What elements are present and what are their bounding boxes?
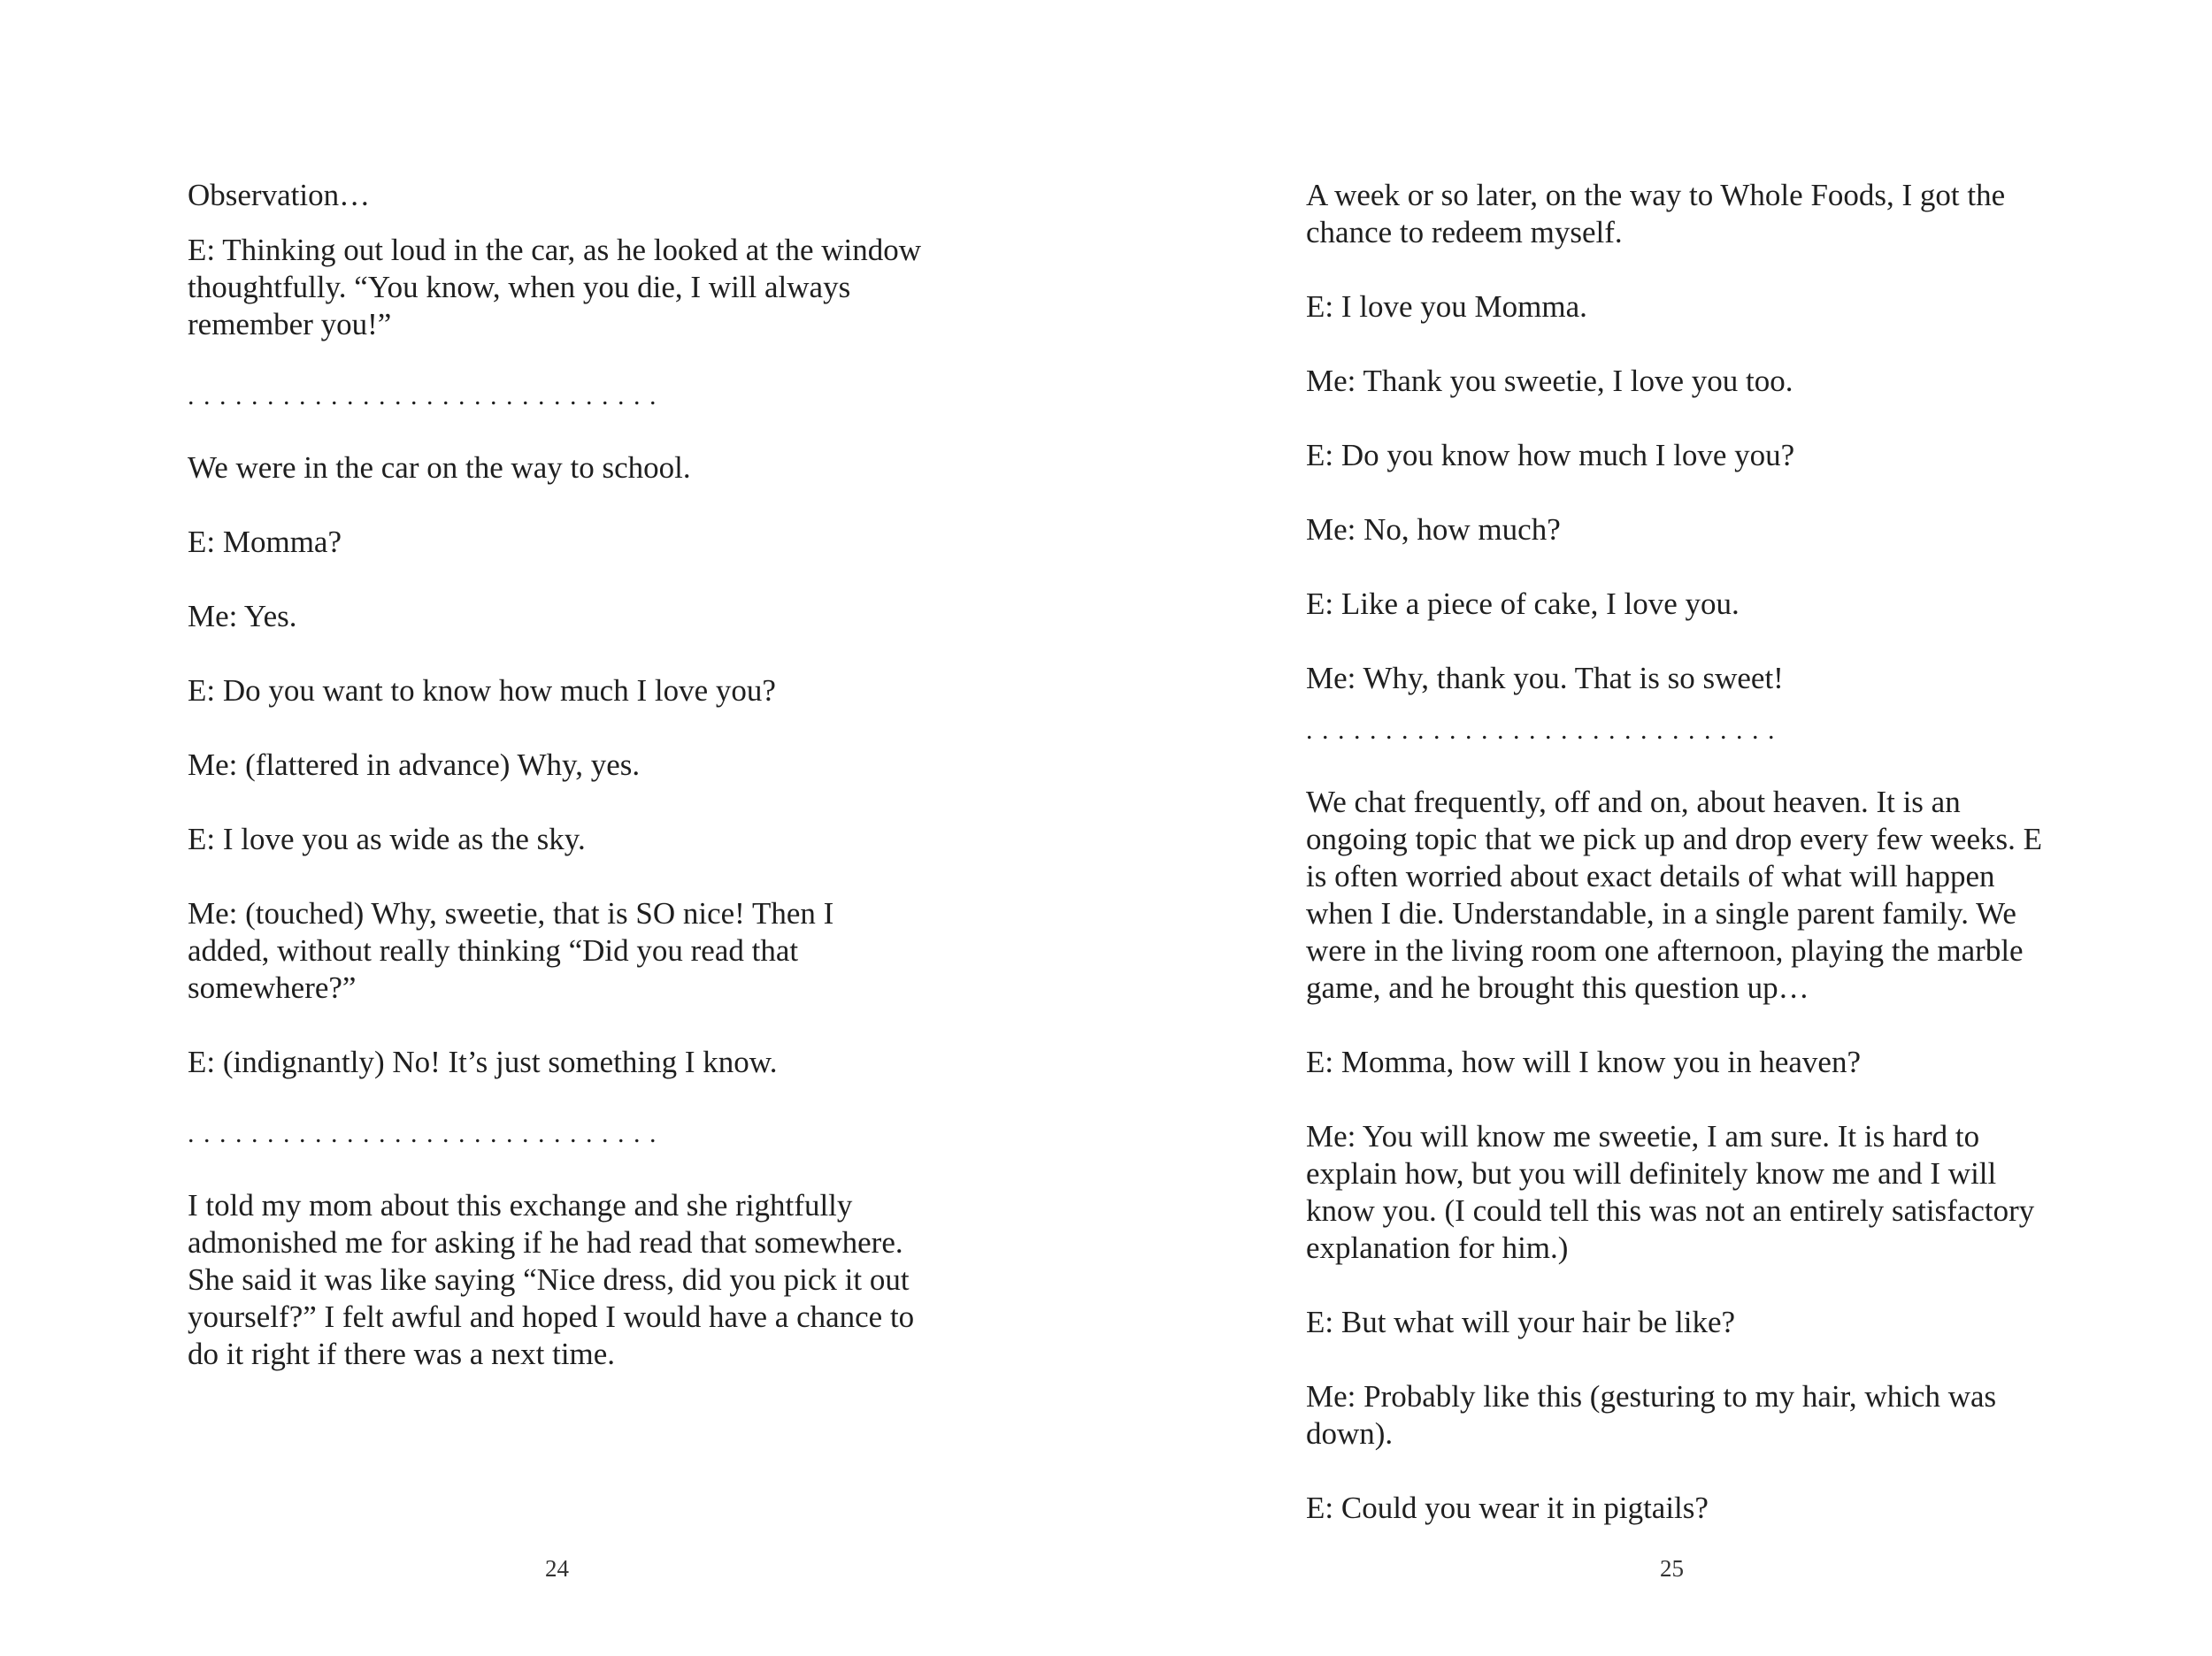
dotted-separator: .............................. <box>188 1119 665 1148</box>
paragraph: We chat frequently, off and on, about heaven. It is an ongoing topic that we pick up and drop every few weeks. E is often worried about exact details of what will happen when I die. Understandable, in a single parent family. We were in the living room one afternoon, playing the marble game, and he brought this question up… <box>1306 785 2042 1005</box>
paragraph: Me: Thank you sweetie, I love you too. <box>1306 364 1793 398</box>
paragraph: E: Thinking out loud in the car, as he looked at the window thoughtfully. “You know, when you die, I will always remember you!” <box>188 233 922 341</box>
page-number: 24 <box>545 1555 569 1582</box>
paragraph: Me: Why, thank you. That is so sweet! <box>1306 661 1784 695</box>
paragraph: Me: No, how much? <box>1306 512 1561 547</box>
dotted-separator: .............................. <box>188 381 665 410</box>
paragraph: E: But what will your hair be like? <box>1306 1305 1736 1339</box>
paragraph: E: I love you as wide as the sky. <box>188 822 586 856</box>
paragraph: Me: Probably like this (gesturing to my hair, which was down). <box>1306 1379 1997 1451</box>
paragraph: E: Do you want to know how much I love you? <box>188 673 776 708</box>
right-page-text <box>1306 177 2058 1564</box>
paragraph: E: (indignantly) No! It’s just something I know. <box>188 1045 778 1079</box>
paragraph: E: Momma, how will I know you in heaven? <box>1306 1045 1861 1079</box>
paragraph: Me: (touched) Why, sweetie, that is SO nice! Then I added, without really thinking “Did you read that somewhere?” <box>188 896 834 1005</box>
paragraph: E: Momma? <box>188 525 342 559</box>
paragraph: E: Do you know how much I love you? <box>1306 438 1795 472</box>
paragraph: We were in the car on the way to school. <box>188 450 691 485</box>
paragraph: Me: (flattered in advance) Why, yes. <box>188 748 641 782</box>
paragraph: Observation… <box>188 178 371 212</box>
paragraph: I told my mom about this exchange and she rightfully admonished me for asking if he had read that somewhere. She said it was like saying “Nice dress, did you pick it out yourself?” I felt awful and hoped I would have a chance to do it right if there was a next time. <box>188 1188 915 1371</box>
page-number: 25 <box>1660 1555 1684 1582</box>
paragraph: Me: Yes. <box>188 599 297 633</box>
dotted-separator: .............................. <box>1306 716 1784 745</box>
paragraph: Me: You will know me sweetie, I am sure. It is hard to explain how, but you will definitely know me and I will know you. (I could tell this was not an entirely satisfactory explanation for him.) <box>1306 1119 2035 1265</box>
paragraph: A week or so later, on the way to Whole Foods, I got the chance to redeem myself. <box>1306 178 2006 249</box>
paragraph: E: Like a piece of cake, I love you. <box>1306 586 1740 621</box>
paragraph: E: Could you wear it in pigtails? <box>1306 1491 1709 1525</box>
left-page-text <box>188 177 922 1410</box>
right-page <box>1106 0 2212 1656</box>
paragraph: E: I love you Momma. <box>1306 289 1587 324</box>
